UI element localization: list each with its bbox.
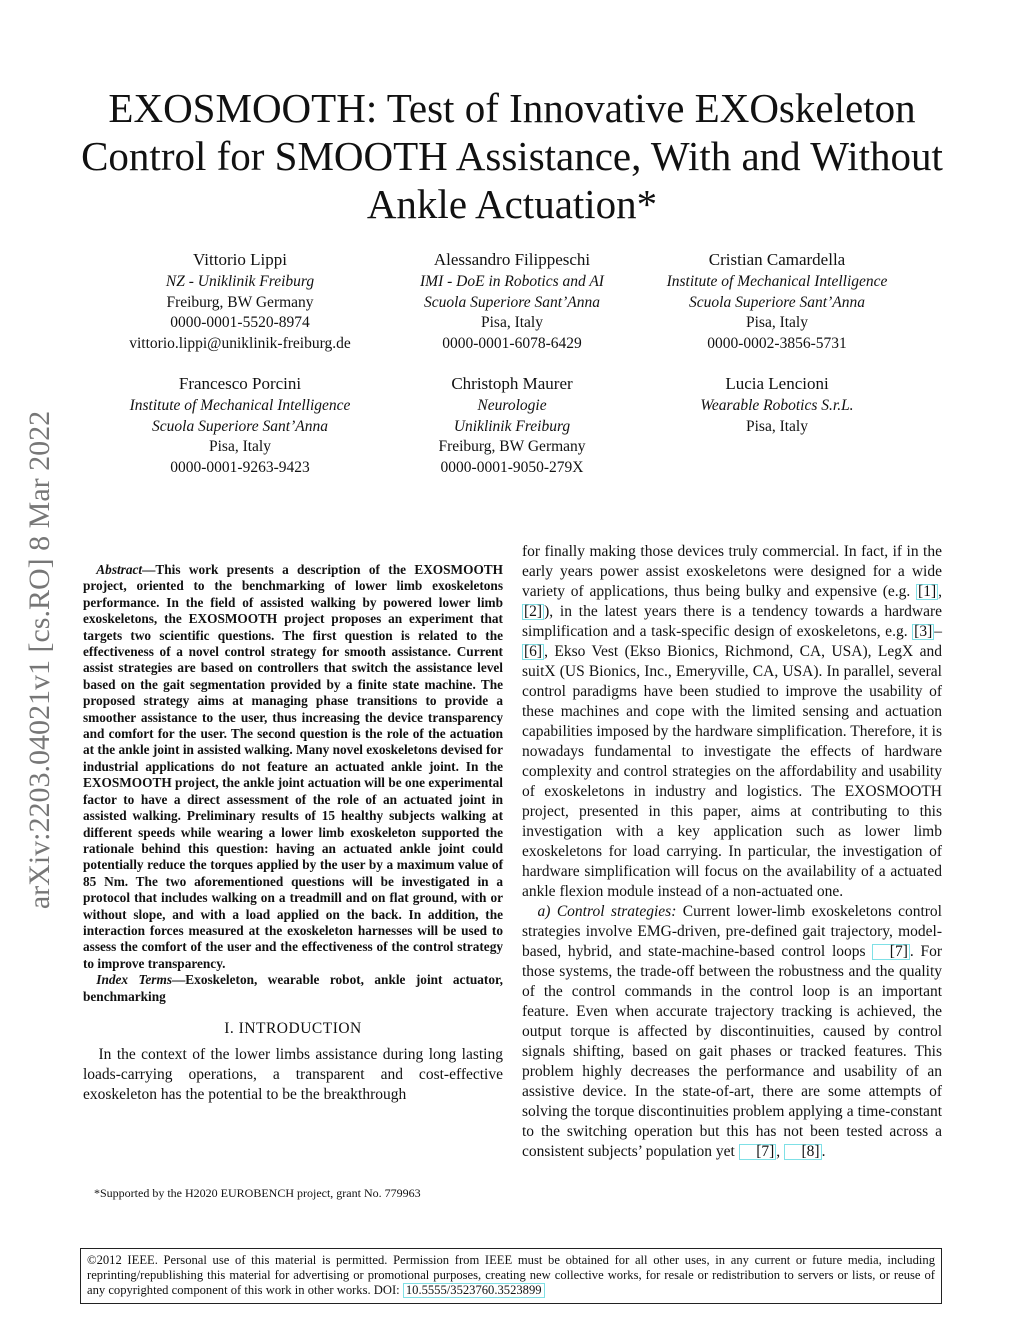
author-affiliation: Institute of Mechanical Intelligence (666, 273, 888, 290)
text-run: , Ekso Vest (Ekso Bionics, Richmond, CA, USA), LegX and suitX (US Bionics, Inc., Emeryville, CA, USA). In parallel, several control paradigms have been studied to improve the usability of these machines and cope with the limited sensing and actuation capabilities imposed by the hardware simplification. Therefore, it is nowadays fundamental to investigate the effects of hardware complexity and control strategies on the affordability and usability of exoskeletons in industry and logistics. The EXOSMOOTH project, presented in this paper, aims at contributing to this investigation with a key application such as lower limb exoskeletons for load carrying. In particular, the investigation of hardware simplification will focus on the availability of a actuated ankle flexion module instead of a non-actuated one. (522, 643, 942, 900)
citation-link[interactable]: [3] (914, 623, 933, 640)
doi-link[interactable]: 10.5555/3523760.3523899 (403, 1283, 545, 1298)
author-orcid: 0000-0001-9263-9423 (170, 458, 310, 476)
citation-link[interactable]: [2] (524, 603, 543, 620)
author-affiliation-2: Scuola Superiore Sant’Anna (424, 293, 600, 311)
author-name: Alessandro Filippeschi (433, 250, 591, 269)
author-location: Pisa, Italy (746, 417, 808, 435)
author-affiliation: Institute of Mechanical Intelligence (129, 397, 351, 414)
intro-paragraph: In the context of the lower limbs assistance during long lasting loads-carrying operations, a transparent and cost-effective exoskeleton has the potential to be the breakthrough (83, 1045, 503, 1103)
author-affiliation: Wearable Robotics S.r.L. (700, 397, 854, 414)
text-run: – (934, 623, 942, 640)
text-run: , (776, 1143, 785, 1160)
author-block (367, 248, 657, 354)
paper-title: EXOSMOOTH: Test of Innovative EXOskeleton Control for SMOOTH Assistance, With and Without Ankle Actuation* (81, 85, 943, 227)
author-block (95, 248, 385, 354)
author-affiliation-2: Uniklinik Freiburg (453, 417, 571, 435)
text-run: . (821, 1143, 826, 1160)
index-terms-text: —Exoskeleton, wearable robot, ankle joint actuator, benchmarking (83, 972, 503, 1004)
citation-link[interactable]: [7] (872, 944, 910, 960)
author-affiliation: Neurologie (477, 397, 547, 414)
text-run: , (938, 583, 942, 600)
author-name: Lucia Lencioni (725, 374, 829, 393)
citation-link[interactable]: [8] (784, 1144, 822, 1160)
author-orcid: 0000-0002-3856-5731 (707, 334, 847, 352)
author-location: Freiburg, BW Germany (166, 293, 314, 311)
author-location: Pisa, Italy (481, 314, 543, 332)
paragraph-label: a) Control strategies: (537, 903, 677, 920)
author-location: Pisa, Italy (209, 438, 271, 456)
right-column (522, 542, 942, 1162)
citation-link[interactable]: [1] (918, 583, 937, 600)
copyright-text: ©2012 IEEE. Personal use of this material is permitted. Permission from IEEE must be obtained for all other uses, in any current or future media, including reprinting/republishing this material for advertising or promotional purposes, creating new collective works, for resale or redistribution to servers or lists, or reuse of any copyrighted component of this work in other works. DOI: (87, 1253, 935, 1298)
author-location: Pisa, Italy (746, 314, 808, 332)
arxiv-stamp: arXiv:2203.04021v1 [cs.RO] 8 Mar 2022 (23, 410, 56, 910)
body-paragraph (522, 902, 942, 1162)
text-run: for finally making those devices truly commercial. In fact, if in the early years power assist exoskeletons were designed for a wide variety of applications, thus being bulky and expensive (e.g. (522, 543, 942, 600)
citation-link[interactable]: [7] (739, 1144, 777, 1160)
author-email: vittorio.lippi@uniklinik-freiburg.de (129, 334, 351, 352)
author-affiliation-2: Scuola Superiore Sant’Anna (152, 417, 328, 435)
footnote: *Supported by the H2020 EUROBENCH project, grant No. 779963 (94, 1186, 421, 1200)
author-name: Francesco Porcini (178, 374, 302, 393)
text-run: . For those systems, the trade-off between the robustness and the quality of the control commands in the control loop is an important feature. Even when accurate trajectory tracking is achieved, the output torque is affected by discontinuities, caused by control signals shifting, based on gait phases or tracked features. This problem highly decreases the performance and usability of an assistive device. In the state-of-art, there are some attempts of solving the torque discontinuities problem applying a time-constant to the switching operation but this has not been tested across a consistent subjects’ population yet (522, 943, 942, 1160)
abstract-text: —This work presents a description of the EXOSMOOTH project, oriented to the benchmarking of lower limb exoskeletons performance. In the field of assisted walking by powered lower limb exoskeletons, the EXOSMOOTH project proposes an experiment that targets two scientific questions. The first question is related to the effectiveness of a novel control strategy for smooth assistance. Current assist strategies are based on controllers that switch the assistance level based on the gait segmentation provided by a finite state machine. The proposed strategy aims at managing phase transitions to provide a smoother assistance to the user, thus increasing the device transparency and comfort for the user. The second question is the role of the actuation at the ankle joint in assisted walking. Many novel exoskeletons devised for industrial applications do not feature an actuated ankle joint. In the EXOSMOOTH project, the ankle joint actuation will be one experimental factor to have a direct assessment of the role of an actuated joint in assisted walking. Preliminary results of 15 healthy subjects walking at different speeds while wearing a lower limb exoskeleton supported the rationale behind this question: having an actuated ankle joint could potentially reduce the torques applied by the user by a maximum value of 85 Nm. The two aforementioned questions will be investigated in a protocol that includes walking on a treadmill and on flat ground, with or without slope, and with a load applied on the back. In addition, the interaction forces measured at the exoskeleton harnesses will be used to assess the comfort of the user and the effectiveness of the control strategy to improve transparency. (83, 562, 503, 971)
abstract (83, 562, 503, 972)
author-affiliation: NZ - Uniklinik Freiburg (165, 273, 315, 290)
body-paragraph (522, 542, 942, 902)
text-run: Current lower-limb exoskeletons control strategies involve EMG-driven, pre-defined gait trajectory, model-based, hybrid, and state-machine-based control loops (522, 903, 942, 960)
abstract-label: Abstract (96, 562, 143, 577)
copyright-notice (80, 1248, 942, 1304)
author-name: Christoph Maurer (451, 374, 573, 393)
text-run: ), in the latest years there is a tendency towards a hardware simplification and a task-specific design of exoskeletons, e.g. (522, 603, 942, 640)
author-affiliation-2: Scuola Superiore Sant’Anna (689, 293, 865, 311)
author-affiliation: IMI - DoE in Robotics and AI (420, 273, 604, 290)
author-orcid: 0000-0001-6078-6429 (442, 334, 582, 352)
author-block (367, 372, 657, 478)
author-name: Cristian Camardella (708, 250, 846, 269)
author-orcid: 0000-0001-9050-279X (440, 458, 584, 476)
citation-link[interactable]: [6] (524, 643, 543, 660)
author-block (632, 372, 922, 437)
author-block (632, 248, 922, 354)
section-heading: I. INTRODUCTION (224, 1019, 362, 1037)
author-orcid: 0000-0001-5520-8974 (170, 314, 310, 332)
author-name: Vittorio Lippi (193, 250, 287, 269)
index-terms-label: Index Terms (96, 972, 172, 988)
author-location: Freiburg, BW Germany (438, 438, 586, 456)
index-terms (83, 972, 503, 1005)
author-block (95, 372, 385, 478)
left-column (83, 562, 503, 1105)
